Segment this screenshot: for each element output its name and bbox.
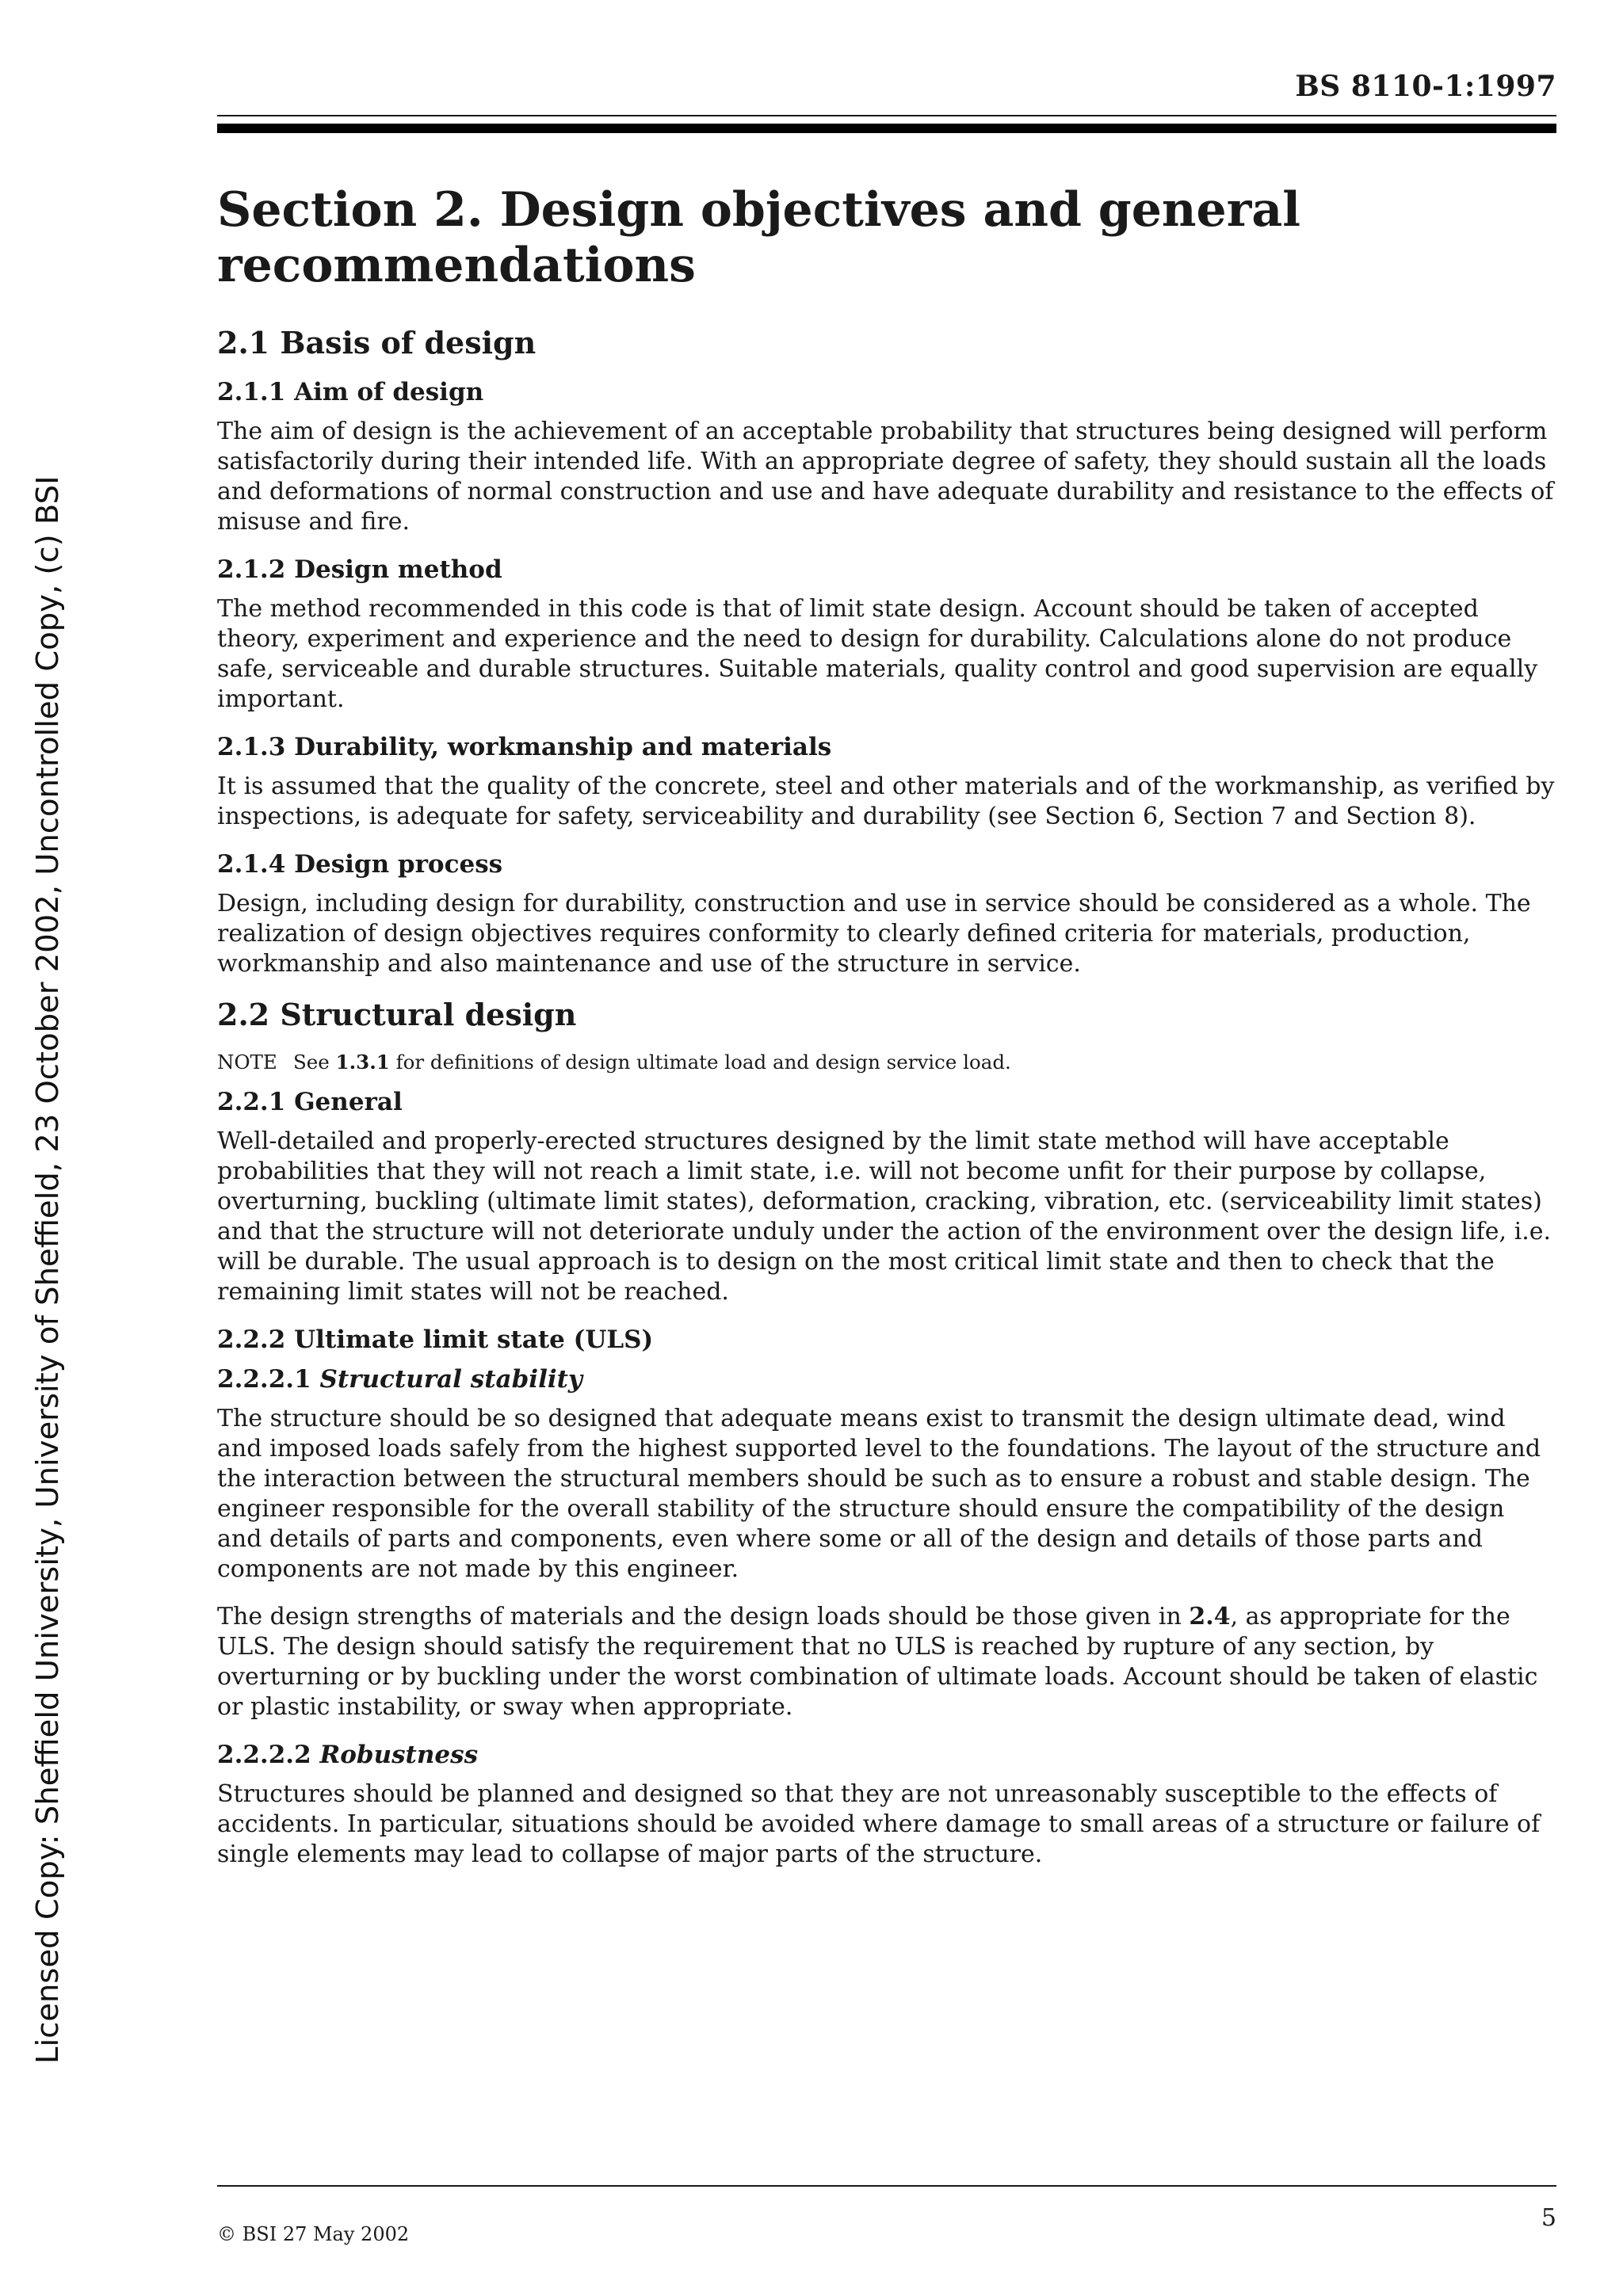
paragraph-2-2-2-2: Structures should be planned and designed so that they are not unreasonably susceptible to the effects of accidents. In particular, situations should be avoided where damage to small areas of a structure or failure of single elements may lead to collapse of major parts of the structure.: [217, 1780, 1541, 1868]
heading-2-2: 2.2 Structural design: [217, 997, 577, 1032]
paragraph-2-1-3: It is assumed that the quality of the concrete, steel and other materials and of the workmanship, as verified by inspections, is adequate for safety, serviceability and durability (see Section 6, Section 7 and Section 8).: [217, 772, 1555, 830]
paragraph-2-2-2-1b-post: , as appropriate for the ULS. The design should satisfy the requirement that no ULS is reached by rupture of any section, by overturning or by buckling under the worst combination of ultimate loads. Account should be taken of elastic or plastic instability, or sway when appropriate.: [217, 1603, 1538, 1721]
paragraph-2-2-2-1b-ref: 2.4: [1189, 1603, 1231, 1630]
paragraph-2-2-2-1b-pre: The design strengths of materials and the design loads should be those given in: [217, 1603, 1190, 1630]
heading-2-1: 2.1 Basis of design: [217, 325, 537, 360]
section-title-line2: recommendations: [217, 238, 696, 293]
heading-2-2-2-2-title: Robustness: [319, 1741, 479, 1769]
note-ref: 1.3.1: [335, 1051, 390, 1074]
heading-2-2-2-1-number: 2.2.2.1: [217, 1365, 320, 1394]
heading-2-2-2: 2.2.2 Ultimate limit state (ULS): [217, 1325, 654, 1354]
heading-2-1-4: 2.1.4 Design process: [217, 850, 503, 879]
page-content: [217, 182, 1556, 1887]
footer-copyright: © BSI 27 May 2002: [217, 2223, 410, 2245]
paragraph-2-2-1: Well-detailed and properly-erected structures designed by the limit state method will have acceptable probabilities that they will not reach a limit state, i.e. will not become unfit for their purpose by collapse, overturning, buckling (ultimate limit states), deformation, cracking, vibration, etc. (serviceability limit states) and that the structure will not deteriorate unduly under the action of the environment over the design life, i.e. will be durable. The usual approach is to design on the most critical limit state and then to check that the remaining limit states will not be reached.: [217, 1127, 1552, 1306]
heading-2-2-2-1: [217, 1364, 1556, 1394]
page-number: 5: [1541, 2204, 1556, 2232]
paragraph-2-2-2-1b: [217, 1602, 1556, 1722]
section-title: [217, 182, 1556, 293]
heading-2-2-2-2: [217, 1740, 1556, 1770]
paragraph-2-1-2: The method recommended in this code is that of limit state design. Account should be taken of accepted theory, experiment and experience and the need to design for durability. Calculations alone do not produce safe, serviceable and durable structures. Suitable materials, quality control and good supervision are equally important.: [217, 595, 1538, 713]
license-notice: Licensed Copy: Sheffield University, University of Sheffield, 23 October 2002, Uncontrolled Copy, (c) BSI: [30, 475, 66, 2064]
heading-2-2-1: 2.2.1 General: [217, 1088, 403, 1116]
note-text-post: for definitions of design ultimate load and design service load.: [389, 1051, 1011, 1074]
header-thin-rule: [217, 115, 1556, 116]
note-text-pre: See: [293, 1051, 336, 1074]
document-id: BS 8110-1:1997: [1295, 70, 1556, 103]
section-title-line1: Section 2. Design objectives and general: [217, 182, 1300, 238]
heading-2-2-2-1-title: Structural stability: [319, 1365, 582, 1394]
heading-2-1-3: 2.1.3 Durability, workmanship and materials: [217, 733, 832, 761]
heading-2-2-2-2-number: 2.2.2.2: [217, 1741, 320, 1769]
heading-2-1-1: 2.1.1 Aim of design: [217, 378, 484, 406]
paragraph-2-1-1: The aim of design is the achievement of an acceptable probability that structures being designed will perform satisfactorily during their intended life. With an appropriate degree of safety, they should sustain all the loads and deformations of normal construction and use and have adequate durability and resistance to the effects of misuse and fire.: [217, 418, 1554, 536]
paragraph-2-1-4: Design, including design for durability, construction and use in service should be considered as a whole. The realization of design objectives requires conformity to clearly defined criteria for materials, production, workmanship and also maintenance and use of the structure in service.: [217, 890, 1531, 978]
footer-rule: [217, 2185, 1556, 2187]
note: [217, 1049, 1556, 1076]
paragraph-2-2-2-1a: The structure should be so designed that adequate means exist to transmit the design ultimate dead, wind and imposed loads safely from the highest supported level to the foundations. The layout of the structure and the interaction between the structural members should be such as to ensure a robust and stable design. The engineer responsible for the overall stability of the structure should ensure the compatibility of the design and details of parts and components, even where some or all of the design and details of those parts and components are not made by this engineer.: [217, 1405, 1541, 1583]
header-thick-rule: [217, 124, 1556, 133]
heading-2-1-2: 2.1.2 Design method: [217, 555, 502, 584]
note-label: NOTE: [217, 1051, 277, 1074]
